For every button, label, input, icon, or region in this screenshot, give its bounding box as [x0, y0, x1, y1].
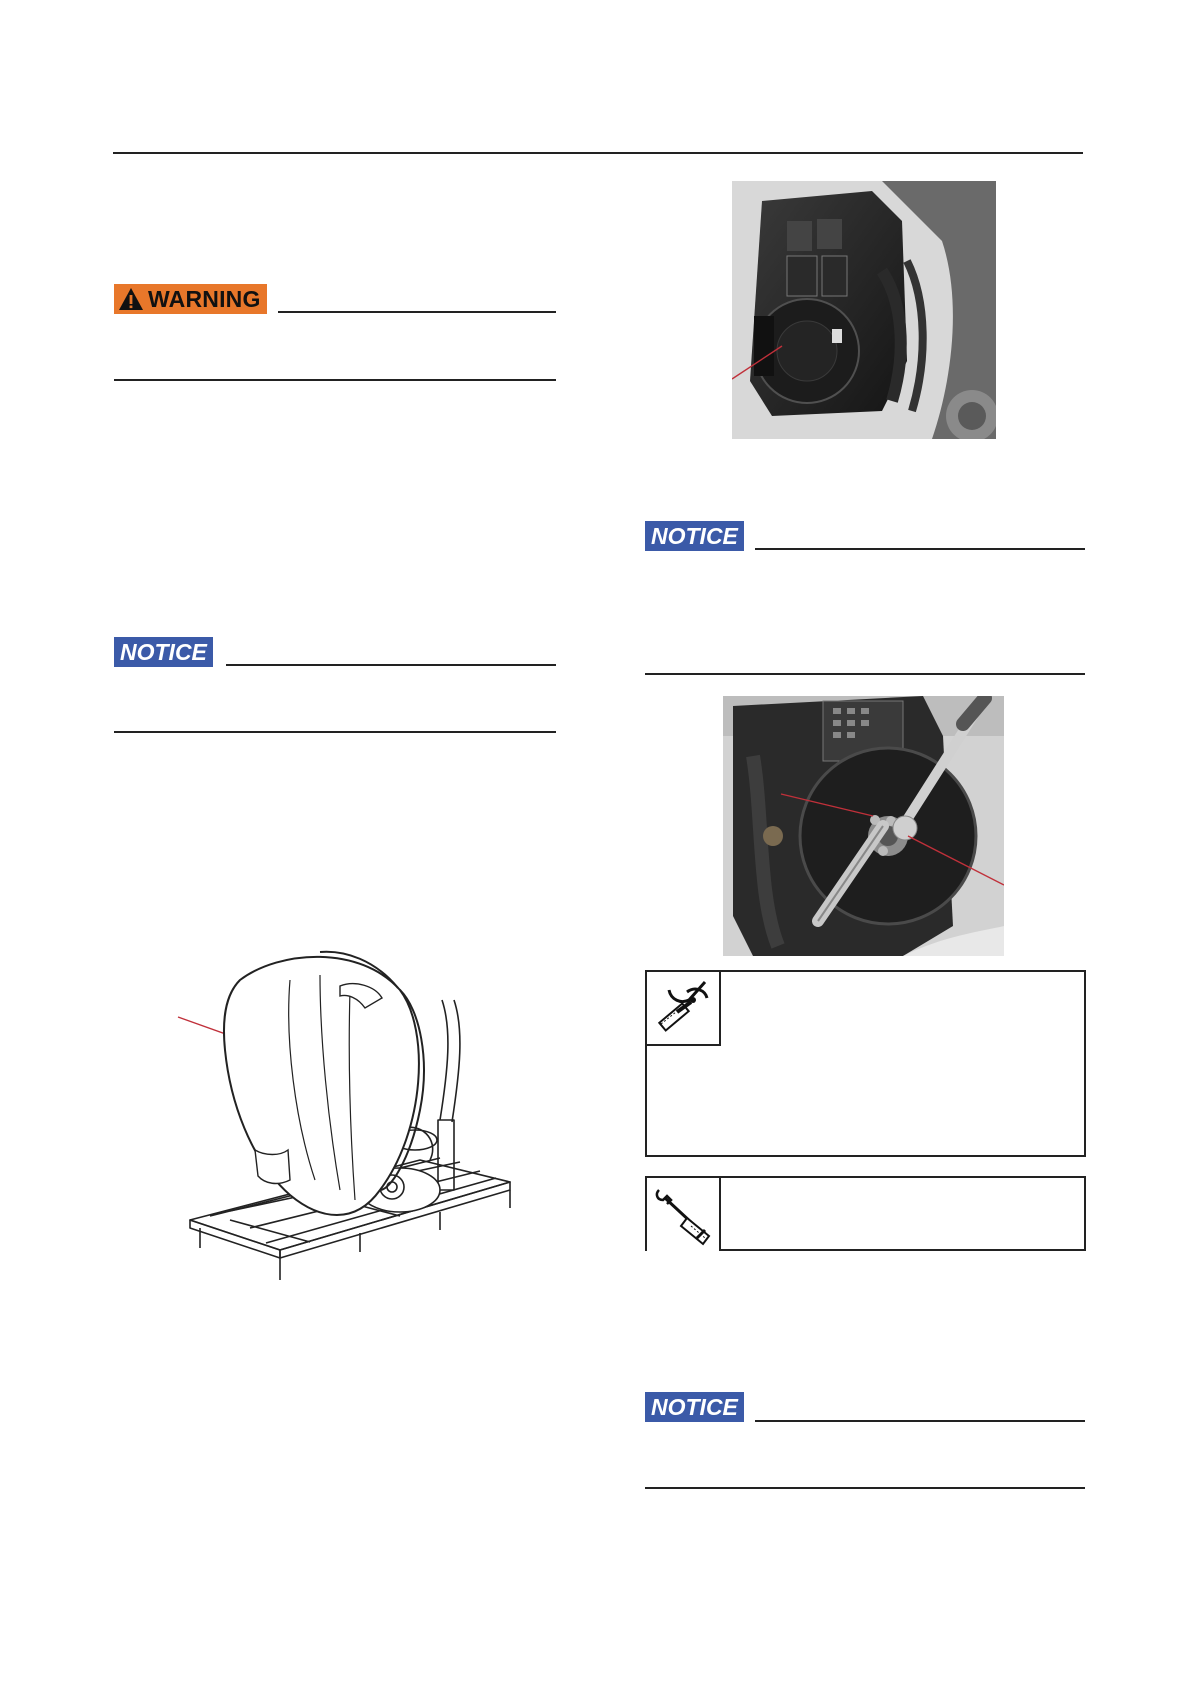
- notice-header-rule: [755, 548, 1085, 550]
- engine-flywheel-cover-photo: [732, 181, 996, 439]
- notice-label: NOTICE: [651, 1394, 738, 1420]
- cowling-callout-1: [164, 1010, 165, 1011]
- torque-icon-cell: [647, 1178, 721, 1251]
- flywheel-nut-wrench-photo: [723, 696, 1004, 956]
- notice-footer-rule: [645, 673, 1085, 675]
- engine-photo-top-callout-1: [712, 370, 713, 371]
- special-tool-icon-cell: [647, 972, 721, 1046]
- notice-badge: [645, 1392, 744, 1422]
- warning-badge: [114, 284, 267, 314]
- notice-header-rule: [226, 664, 556, 666]
- notice-badge: [114, 637, 213, 667]
- notice-header-rule: [755, 1420, 1085, 1422]
- warning-triangle-icon: [118, 287, 144, 311]
- notice-label: NOTICE: [120, 639, 207, 665]
- torque-spec-box: [645, 1176, 1086, 1251]
- special-service-tool-icon: [647, 972, 719, 1044]
- notice-footer-rule: [645, 1487, 1085, 1489]
- wrench-photo-callout-1: [778, 790, 779, 791]
- cowling-on-stand-drawing: [170, 950, 520, 1310]
- notice-label: NOTICE: [651, 523, 738, 549]
- header-rule: [113, 152, 1083, 154]
- notice-badge: [645, 521, 744, 551]
- warning-header-rule: [278, 311, 556, 313]
- notice-footer-rule: [114, 731, 556, 733]
- special-service-tool-box: [645, 970, 1086, 1157]
- warning-footer-rule: [114, 379, 556, 381]
- warning-label: WARNING: [148, 286, 261, 312]
- torque-wrench-icon: [647, 1178, 719, 1250]
- wrench-photo-callout-2: [1006, 885, 1007, 886]
